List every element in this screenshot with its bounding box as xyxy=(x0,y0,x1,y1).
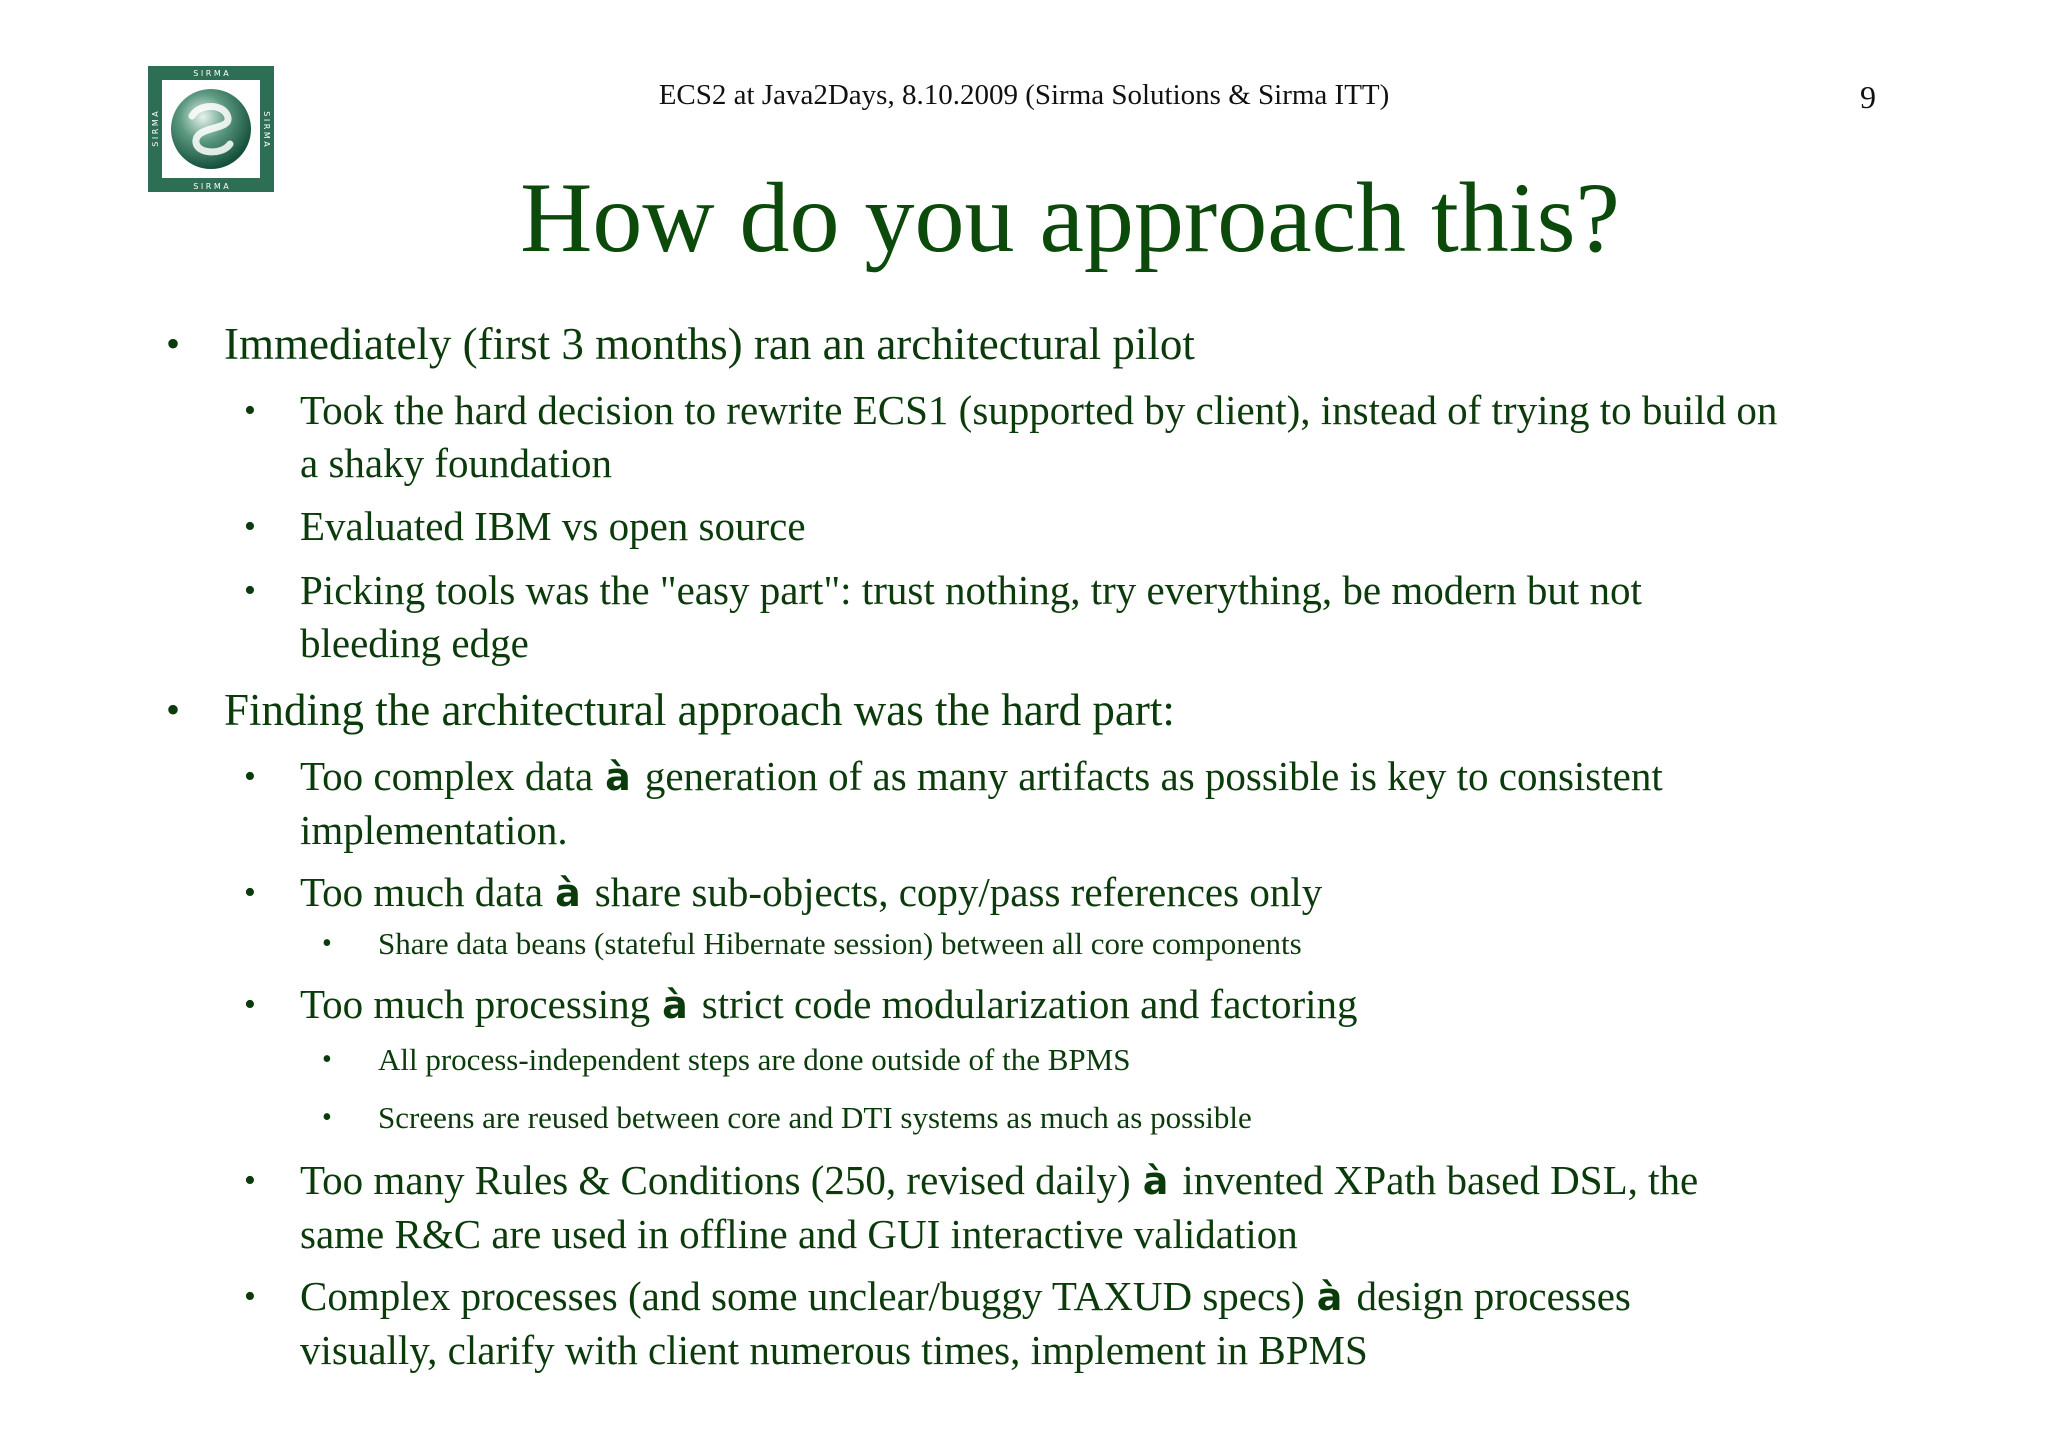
sub-bullet-item xyxy=(244,750,2004,857)
bullet-icon: • xyxy=(244,1162,256,1199)
sub-bullet-item xyxy=(244,978,2004,1032)
svg-text:S I R M A: S I R M A xyxy=(193,69,229,78)
effect-text: share sub-objects, copy/pass references only xyxy=(594,869,1323,915)
slide-title: How do you approach this? xyxy=(520,162,1620,273)
event-header: ECS2 at Java2Days, 8.10.2009 (Sirma Solutions & Sirma ITT) xyxy=(658,79,1390,111)
cause-text: Too much data xyxy=(300,869,544,915)
sub-bullet-item xyxy=(244,1270,2004,1377)
sub-bullet-text: Took the hard decision to rewrite ECS1 (supported by client), instead of trying to build on xyxy=(300,387,1778,433)
sub-bullet-item xyxy=(244,866,2004,920)
bullet-icon: • xyxy=(166,321,181,366)
sub-bullet-text xyxy=(244,1270,2004,1324)
sub-bullet-text xyxy=(244,866,2004,920)
sub-bullet-text-continuation: bleeding edge xyxy=(300,620,529,666)
cause-text: Complex processes (and some unclear/buggy TAXUD specs) xyxy=(300,1273,1305,1319)
arrow-icon: à xyxy=(1142,1159,1169,1203)
sub-sub-bullet-text: Share data beans (stateful Hibernate session) between all core components xyxy=(378,926,1302,961)
sub-bullet-text xyxy=(244,1154,2004,1208)
bullet-icon: • xyxy=(244,986,256,1023)
sub-bullet-text-continuation: visually, clarify with client numerous times, implement in BPMS xyxy=(300,1327,1368,1373)
sub-sub-bullet-text: All process-independent steps are done outside of the BPMS xyxy=(378,1042,1131,1077)
sub-bullet-text: Evaluated IBM vs open source xyxy=(300,503,806,549)
svg-text:S I R M A: S I R M A xyxy=(193,182,229,191)
sub-bullet-item xyxy=(244,1154,2004,1261)
bullet-item xyxy=(166,682,1966,738)
sub-sub-bullet-text: Screens are reused between core and DTI systems as much as possible xyxy=(378,1100,1252,1135)
effect-text: strict code modularization and factoring xyxy=(701,981,1358,1027)
svg-text:S I R M A: S I R M A xyxy=(151,111,160,147)
bullet-icon: • xyxy=(322,928,332,959)
bullet-icon: • xyxy=(322,1102,332,1133)
sub-sub-bullet-item xyxy=(322,924,2002,964)
effect-text: generation of as many artifacts as possible is key to consistent xyxy=(644,753,1663,799)
sub-bullet-item xyxy=(244,500,2004,553)
sub-bullet-item xyxy=(244,384,2004,490)
sub-bullet-text xyxy=(244,978,2004,1032)
effect-text: design processes xyxy=(1356,1273,1631,1319)
sub-bullet-text-continuation: implementation. xyxy=(300,807,568,853)
bullet-icon: • xyxy=(166,687,181,732)
bullet-text: Immediately (first 3 months) ran an architectural pilot xyxy=(224,319,1195,369)
arrow-icon: à xyxy=(662,983,688,1027)
bullet-icon: • xyxy=(244,392,256,429)
svg-text:S I R M A: S I R M A xyxy=(262,111,271,147)
bullet-icon: • xyxy=(244,572,256,609)
cause-text: Too complex data xyxy=(300,753,594,799)
arrow-icon: à xyxy=(1316,1275,1343,1319)
bullet-icon: • xyxy=(322,1044,332,1075)
sub-bullet-text xyxy=(244,750,2004,804)
effect-text: invented XPath based DSL, the xyxy=(1182,1157,1699,1203)
bullet-icon: • xyxy=(244,758,256,795)
bullet-icon: • xyxy=(244,874,256,911)
cause-text: Too much processing xyxy=(300,981,651,1027)
page-number: 9 xyxy=(1860,79,1876,115)
sub-bullet-item xyxy=(244,564,2004,670)
arrow-icon: à xyxy=(555,871,581,915)
cause-text: Too many Rules & Conditions (250, revised daily) xyxy=(300,1157,1131,1203)
sub-bullet-text: Picking tools was the "easy part": trust nothing, try everything, be modern but not xyxy=(300,567,1642,613)
sub-sub-bullet-item xyxy=(322,1040,2002,1080)
sub-bullet-text-continuation: same R&C are used in offline and GUI interactive validation xyxy=(300,1211,1298,1257)
arrow-icon: à xyxy=(605,755,631,799)
sub-bullet-text-continuation: a shaky foundation xyxy=(300,440,612,486)
bullet-icon: • xyxy=(244,508,256,545)
bullet-text: Finding the architectural approach was the hard part: xyxy=(224,685,1175,735)
bullet-icon: • xyxy=(244,1278,256,1315)
sub-sub-bullet-item xyxy=(322,1098,2002,1138)
bullet-item xyxy=(166,316,1966,372)
